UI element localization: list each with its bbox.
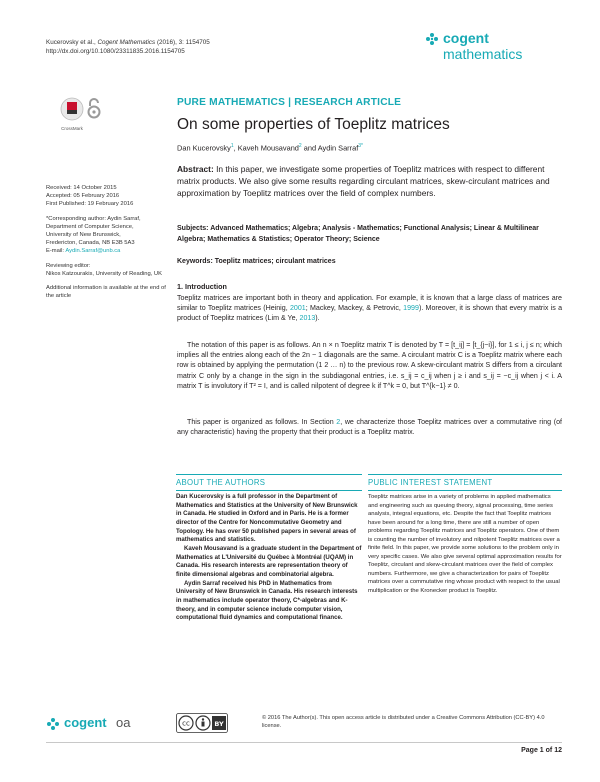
text-run: ). Moreover, it is shown that every matrix is a product of Toeplitz matrices (Lim & Ye,	[177, 304, 563, 323]
brand-mathematics: mathematics	[443, 46, 523, 62]
footer-divider	[46, 742, 562, 743]
section-link[interactable]: 2	[336, 418, 341, 426]
corr-line: *Corresponding author: Aydin Sarraf,	[46, 215, 141, 222]
email-link[interactable]: Aydin.Sarraf@unb.ca	[65, 248, 121, 255]
editor-label: Reviewing editor:	[46, 262, 91, 269]
page-current: 1	[539, 747, 544, 754]
text-run: Toeplitz matrices are important both in theory and application. For example, it is known that a large class of matrices are similar to Toeplitz matrices (Heinig,	[177, 294, 562, 313]
intro-paragraph-3	[177, 417, 562, 437]
article-sidebar	[46, 184, 166, 306]
keywords: Keywords: Toeplitz matrices; circulant matrices	[177, 258, 336, 265]
open-access-icon	[86, 97, 102, 119]
about-authors-body	[176, 491, 362, 623]
author-name[interactable]: Dan Kucerovsky	[177, 143, 231, 153]
email-label: E-mail:	[46, 248, 66, 255]
journal-brand-logo	[425, 30, 570, 74]
abstract	[177, 163, 562, 199]
public-interest-body: Toeplitz matrices arise in a variety of problems in applied mathematics and engineering such as queuing theory, signal processing, time series analysis, integral equations, etc. Despite the fact that Toeplitz matrices have been around for a long time, there are still a number of open problems regarding Toeplitz matrices and Toeplitz operators. One of them is counting the number of involutory and nilpotent Toeplitz matrices over a finite field. In this paper, we provide some solutions to the problem only in very specific cases. We also give several optimal approximation results for Toeplitz, circulant and skew-circulant matrices over the field of complex numbers. Furthermore, we give a characterization for pairs of Toeplitz matrices over a commutative ring whose product with respect to the usual multiplication or the Kronecker product is Toeplitz.	[368, 494, 562, 595]
article-title: On some properties of Toeplitz matrices	[177, 116, 450, 133]
bio-paragraph: Kaveh Mousavand is a graduate student in the Department of Mathematics at L'Université du Québec à Montréal (UQAM) in Canada. His research interests are representation theory of finite dimensional algebras and combinatorial algebra.	[176, 544, 362, 578]
svg-text:cc: cc	[182, 719, 190, 728]
citation-link[interactable]: 2001	[289, 304, 306, 313]
crossmark-badge[interactable]	[60, 97, 84, 129]
doi-link[interactable]: http://dx.doi.org/10.1080/23311835.2016.1154705	[46, 48, 185, 55]
text-run: , we characterize those Toeplitz matrices over a commutative ring (of any characteristic) having the property that their product is a Toeplitz matrix.	[177, 418, 562, 437]
page-number	[521, 747, 562, 754]
author-name[interactable]: , Kaveh Mousavand	[233, 143, 299, 153]
citation-volume: (2016), 3: 1154705	[156, 39, 210, 46]
public-interest-heading: PUBLIC INTEREST STATEMENT	[368, 475, 562, 491]
footer-logo-oa: oa	[116, 715, 131, 730]
article-category: PURE MATHEMATICS | RESEARCH ARTICLE	[177, 97, 402, 108]
affiliation-marker: 3*	[358, 143, 363, 149]
section-heading: 1. Introduction	[177, 282, 227, 291]
citation-link[interactable]: 2013	[299, 314, 316, 323]
intro-paragraph-2: The notation of this paper is as follows. An n × n Toeplitz matrix T is denoted by T = [t_ij] = [t_{j−i}], for 1 ≤ i, j ≤ n; which implies all the entries along each of the 2n − 1 diagonals are the same. A circulant matrix C is a Toeplitz matrix where each row is obtained by applying the permutation (1 2 … n) to the previous row. A skew-circulant matrix S differs from a circulant matrix C only by a change in the sign in the subdiagonal entries, i.e. s_ij = c_ij when j ≥ i and s_ij = −c_ij when j < i. A matrix T is involutory if T² = I, and is called nilpotent of degree k if T^k = 0, but T^{k−1} ≠ 0.	[177, 341, 562, 390]
public-interest-box	[368, 474, 562, 696]
footer-logo-cogent: cogent	[64, 715, 107, 730]
cogent-flower-icon	[425, 32, 439, 46]
svg-text:BY: BY	[214, 720, 224, 728]
bio-paragraph: Aydin Sarraf received his PhD in Mathematics from University of New Brunswick in Canada. His research interests in mathematics include operator theory, C*-algebras and K-theory, and in computer science include computer vision, computational fluid dynamics and computational finance.	[176, 579, 358, 622]
reviewing-editor	[46, 262, 166, 278]
citation-link[interactable]: 1999	[403, 304, 419, 313]
received-date: Received: 14 October 2015	[46, 185, 117, 191]
author-list	[177, 143, 363, 152]
text-run: ; Mackey, Mackey, & Petrovic,	[305, 304, 404, 313]
subjects: Subjects: Advanced Mathematics; Algebra; Analysis - Mathematics; Functional Analysis; Linear & Multilinear Algebra; Mathematics & Statistics; Operator Theory; Science	[177, 225, 539, 243]
text-run: ).	[315, 314, 320, 323]
citation-journal: Cogent Mathematics	[97, 39, 156, 46]
corr-line: University of New Brunswick,	[46, 232, 121, 239]
cogent-flower-icon	[46, 717, 60, 731]
crossmark-icon	[60, 97, 84, 121]
bio-paragraph: Dan Kucerovsky is a full professor in the Department of Mathematics and Statistics at the University of New Brunswick in Canada. He studied in Oxford and in Paris. He is a former director of the Centre for Noncommutative Geometry and Topology. He has over 50 published papers in several areas of mathematics and statistics.	[176, 493, 358, 544]
corr-line: Department of Computer Science,	[46, 223, 134, 230]
page-total: of 12	[543, 747, 562, 754]
citation-authors: Kucerovsky et al.,	[46, 39, 96, 46]
affiliation-marker: 1	[230, 143, 234, 149]
page-prefix: Page	[521, 747, 540, 754]
citation-line	[46, 38, 210, 47]
creative-commons-icon[interactable]	[176, 713, 228, 733]
intro-paragraph-1	[177, 293, 562, 324]
additional-info: Additional information is available at the end of the article	[46, 285, 166, 300]
cogent-oa-logo	[46, 713, 166, 733]
text-run: This paper is organized as follows. In Section	[187, 418, 337, 426]
abstract-label: Abstract:	[177, 164, 214, 174]
corr-line: Fredericton, Canada, NB E3B 5A3	[46, 240, 135, 247]
corresponding-author	[46, 215, 166, 256]
crossmark-label: CrossMark	[61, 126, 83, 131]
license-statement: © 2016 The Author(s). This open access article is distributed under a Creative Commons Attribution (CC-BY) 4.0 license.	[262, 715, 545, 729]
citation-header	[46, 38, 210, 56]
brand-cogent: cogent	[443, 30, 489, 46]
about-authors-heading: ABOUT THE AUTHORS	[176, 475, 362, 491]
accepted-date: Accepted: 05 February 2016	[46, 193, 120, 200]
abstract-text: In this paper, we investigate some properties of Toeplitz matrices with respect to different matrix products. We also give some results regarding circulant matrices, skew-circulant matrices and approximation by Toeplitz matrices over the field of complex numbers.	[177, 164, 550, 198]
about-authors-box	[176, 474, 362, 696]
published-date: First Published: 19 February 2016	[46, 201, 134, 208]
author-name[interactable]: and Aydin Sarraf	[301, 143, 359, 153]
affiliation-marker: 2	[298, 143, 302, 149]
editor-name: Nikos Katzourakis, University of Reading, UK	[46, 270, 162, 277]
dates	[46, 184, 166, 209]
